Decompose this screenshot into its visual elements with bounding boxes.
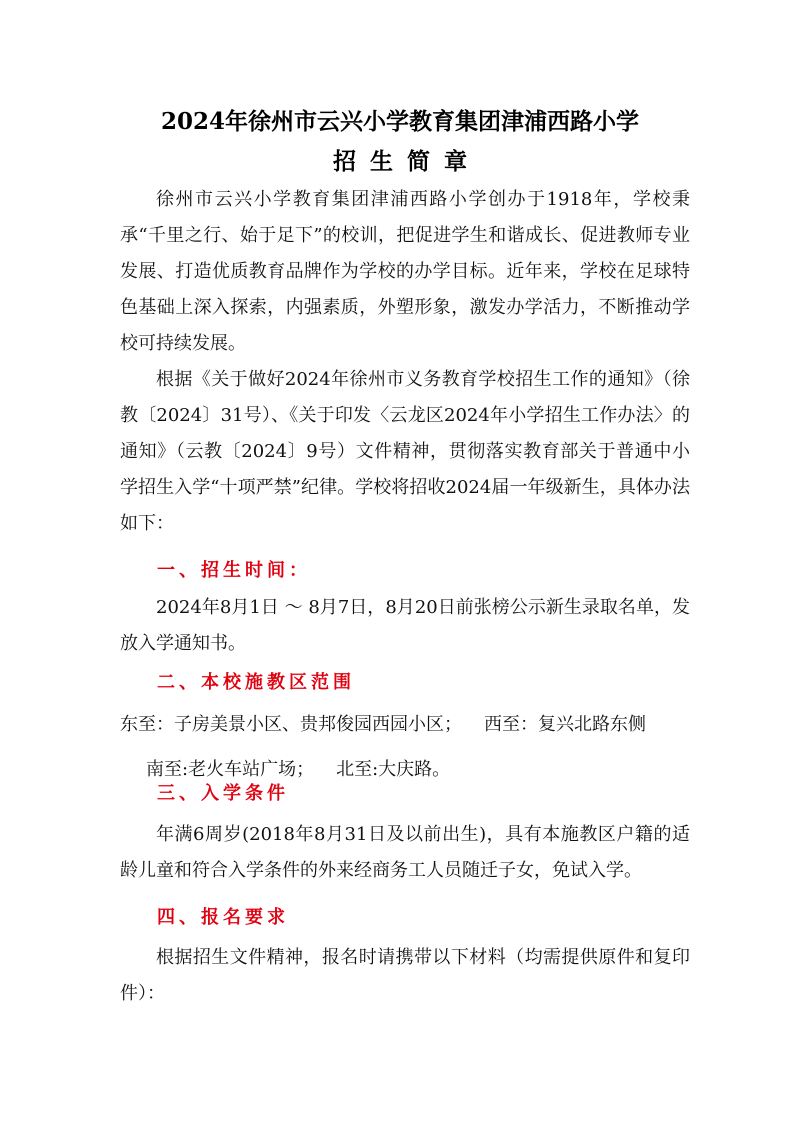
district-boundary-south: 南至:老火车站广场； [146, 759, 315, 780]
district-boundary-east-west [120, 710, 646, 736]
document-title: 2024年徐州市云兴小学教育集团津浦西路小学 [160, 108, 639, 135]
registration-requirements-paragraph: 根据招生文件精神，报名时请携带以下材料（均需提供原件和复印件）： [120, 947, 690, 1004]
district-boundary-east: 东至：子房美景小区、贵邦俊园西园小区； [120, 714, 462, 735]
district-boundary-north: 北至:大庆路。 [336, 759, 451, 780]
intro-paragraph: 徐州市云兴小学教育集团津浦西路小学创办于1918年，学校秉承“千里之行、始于足下”的校训，把促进学生和谐成长、促进教师专业发展、打造优质教育品牌作为学校的办学目标。近年来，学校在足球特色基础上深入探索，内强素质，外塑形象，激发办学活力，不断推动学校可持续发展。 [120, 189, 690, 354]
district-boundary-west: 西至：复兴北路东侧 [484, 714, 646, 735]
enrollment-time-paragraph: 2024年8月1日 ～ 8月7日，8月20日前张榜公示新生录取名单，发放入学通知书。 [120, 597, 690, 654]
district-boundary-south-north [146, 755, 450, 781]
section-heading-district-range: 二、本校施教区范围 [157, 672, 355, 693]
document-subtitle: 招生简章 [333, 148, 481, 175]
section-heading-admission-conditions: 三、入学条件 [157, 783, 289, 804]
section-heading-registration-requirements: 四、报名要求 [157, 907, 289, 928]
section-heading-enrollment-time: 一、招生时间： [157, 560, 311, 581]
admission-conditions-paragraph: 年满6周岁(2018年8月31日及以前出生)，具有本施教区户籍的适龄儿童和符合入学条件的外来经商务工人员随迁子女，免试入学。 [120, 824, 690, 881]
basis-paragraph: 根据《关于做好2024年徐州市义务教育学校招生工作的通知》（徐教〔2024〕31号）、《关于印发〈云龙区2024年小学招生工作办法〉的通知》（云教〔2024〕9号）文件精神，贯彻落实教育部关于普通中小学招生入学“十项严禁”纪律。学校将招收2024届一年级新生，具体办法如下： [120, 369, 690, 534]
